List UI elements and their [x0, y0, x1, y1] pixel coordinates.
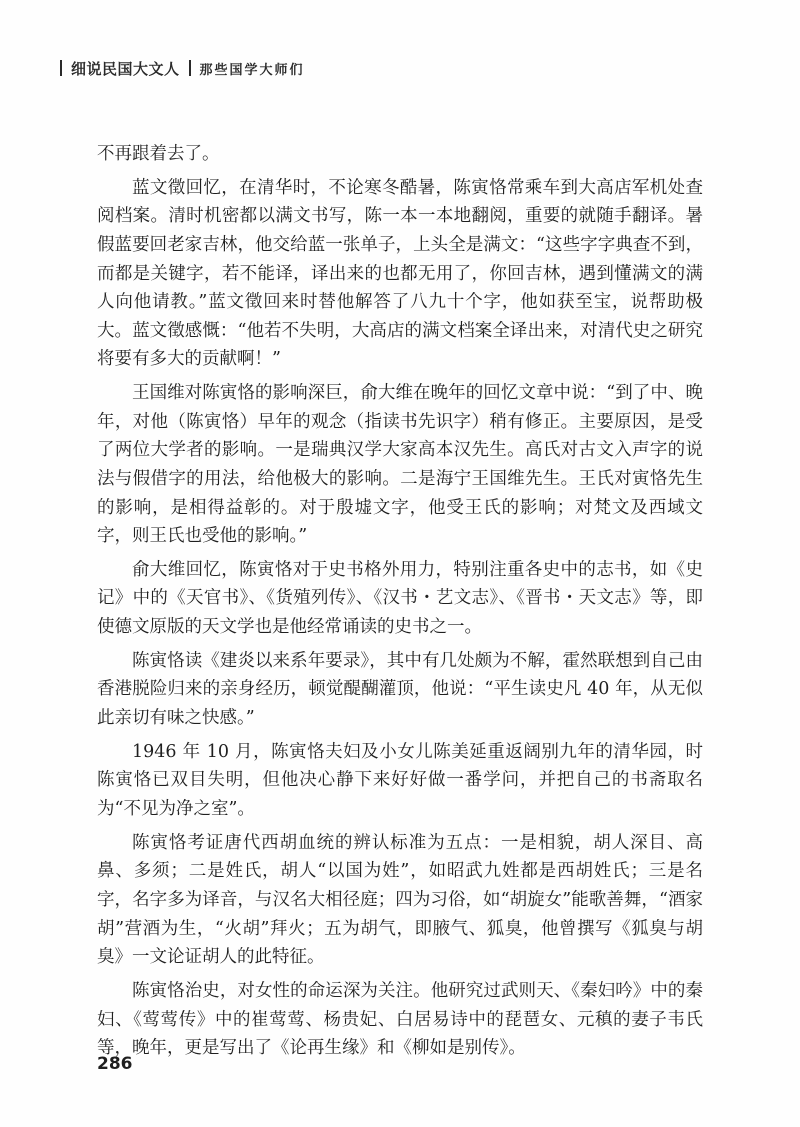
section-title: 那些国学大师们	[199, 62, 305, 78]
paragraph: 不再跟着去了。	[97, 144, 220, 164]
paragraph: 蓝文徵回忆，在清华时，不论寒冬酷暑，陈寅恪常乘车到大高店军机处查阅档案。清时机密都以满文书写，陈一本一本地翻阅，重要的就随手翻译。暑假蓝要回老家吉林，他交给蓝一张单子，上头全是满文：“这些字字典查不到，而都是关键字，若不能译，译出来的也都无用了，你回吉林，遇到懂满文的满人向他请教。”蓝文徵回来时替他解答了八九十个字，他如获至宝，说帮助极大。蓝文徵感慨：“他若不失明，大高店的满文档案全译出来，对清代史之研究将要有多大的贡献啊！”	[97, 177, 703, 370]
page-number: 286	[97, 1054, 133, 1074]
header-divider	[60, 60, 62, 76]
paragraph: 俞大维回忆，陈寅恪对于史书格外用力，特别注重各史中的志书，如《史记》中的《天官书》、《货殖列传》、《汉书・艺文志》、《晋书・天文志》等，即使德文原版的天文学也是他经常诵读的史书之一。	[97, 559, 703, 638]
paragraph: 王国维对陈寅恪的影响深巨，俞大维在晚年的回忆文章中说：“到了中、晚年，对他（陈寅恪）早年的观念（指读书先识字）稍有修正。主要原因，是受了两位大学者的影响。一是瑞典汉学大家高本汉先生。高氏对古文入声字的说法与假借字的用法，给他极大的影响。二是海宁王国维先生。王氏对寅恪先生的影响，是相得益彰的。对于殷墟文字，他受王氏的影响；对梵文及西域文字，则王氏也受他的影响。”	[97, 383, 703, 547]
paragraph: 1946 年 10 月，陈寅恪夫妇及小女儿陈美延重返阔别九年的清华园，时陈寅恪已双目失明，但他决心静下来好好做一番学问，并把自己的书斋取名为“不见为净之室”。	[97, 741, 703, 819]
running-header	[60, 56, 305, 80]
book-title: 细说民国大文人	[71, 59, 180, 78]
body-text	[97, 140, 703, 1068]
paragraph: 陈寅恪考证唐代西胡血统的辨认标准为五点：一是相貌，胡人深目、高鼻、多须；二是姓氏，胡人“以国为姓”，如昭武九姓都是西胡姓氏；三是名字，名字多为译音，与汉名大相径庭；四为习俗，如“胡旋女”能歌善舞，“酒家胡”营酒为生，“火胡”拜火；五为胡气，即腋气、狐臭，他曾撰写《狐臭与胡臭》一文论证胡人的此特征。	[97, 832, 703, 968]
paragraph: 陈寅恪治史，对女性的命运深为关注。他研究过武则天、《秦妇吟》中的秦妇、《莺莺传》中的崔莺莺、杨贵妃、白居易诗中的琵琶女、元稹的妻子韦氏等，晚年，更是写出了《论再生缘》和《柳如是别传》。	[97, 980, 703, 1059]
paragraph: 陈寅恪读《建炎以来系年要录》，其中有几处颇为不解，霍然联想到自己由香港脱险归来的亲身经历，顿觉醍醐灌顶，他说：“平生读史凡 40 年，从无似此亲切有味之快感。”	[97, 650, 703, 729]
header-divider	[189, 60, 191, 76]
